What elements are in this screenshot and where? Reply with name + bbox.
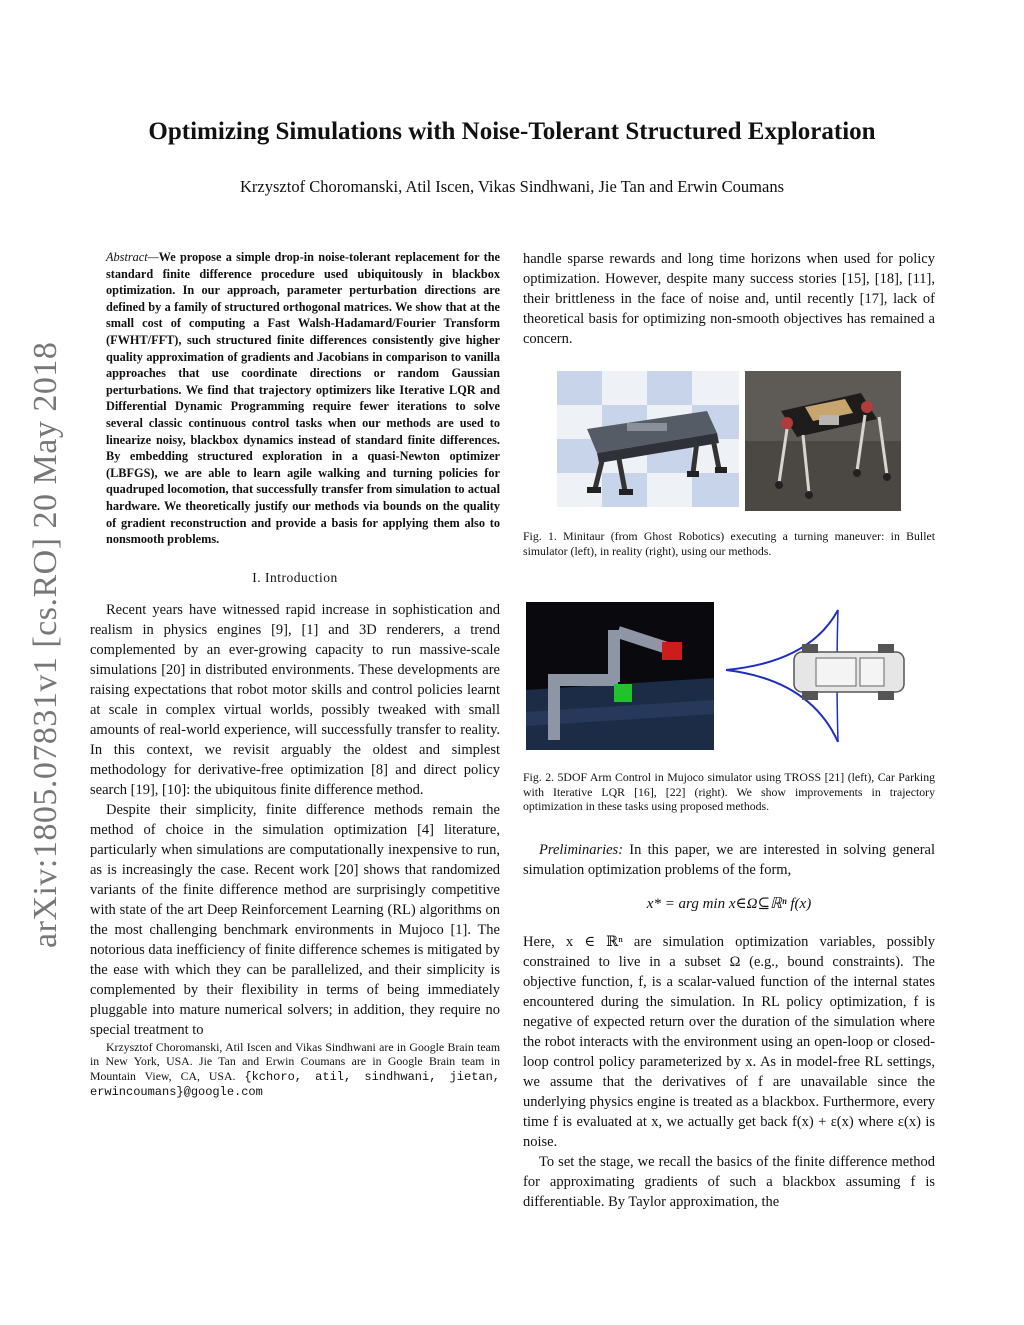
figure-2 <box>523 602 935 814</box>
figure-1-caption: Fig. 1. Minitaur (from Ghost Robotics) executing a turning maneuver: in Bullet simulator (left), in reality (right), using our methods. <box>523 529 935 558</box>
optimization-equation: x* = arg min x∈Ω⊆ℝⁿ f(x) <box>646 895 812 912</box>
arxiv-identifier: arXiv:1805.07831v1 [cs.RO] 20 May 2018 <box>27 341 64 949</box>
intro-paragraph-2: Despite their simplicity, finite difference methods remain the method of choice in the simulation optimization [4] literature, particularly when simulations are computationally inexpensive to run, as is increasingly the case. Recent work [20] shows that randomized variants of the finite difference method are surprisingly competitive with state of the art Deep Reinforcement Learning (RL) algorithms on the most challenging benchmark environments in Mujoco [1]. The notorious data inefficiency of finite difference schemes is mitigated by the ease with which they can be parallelized, and their simplicity is complemented by their flexibility in terms of being immediately pluggable into mature numerical solvers; in addition, they require no special treatment to <box>90 801 500 1038</box>
figure-2-caption: Fig. 2. 5DOF Arm Control in Mujoco simulator using TROSS [21] (left), Car Parking with Iterative LQR [16], [22] (right). We show improvements in trajectory optimization in these tasks using proposed methods. <box>523 770 935 814</box>
author-list: Krzysztof Choromanski, Atil Iscen, Vikas Sindhwani, Jie Tan and Erwin Coumans <box>240 177 784 196</box>
preliminaries-paragraph-3: To set the stage, we recall the basics of the finite difference method for approximating gradients of such a blackbox assuming f is differentiable. By Taylor approximation, the <box>523 1153 935 1210</box>
arm-control-simulation-image <box>526 602 714 750</box>
preliminaries-text: In this paper, we are interested in solving general simulation optimization problems of the form, <box>523 841 935 878</box>
intro-paragraph-1: Recent years have witnessed rapid increase in sophistication and realism in physics engines [9], [1] and 3D renderers, a trend complemented by an ever-growing capacity to run massive-scale simulations [20] in distributed environments. These developments are raising expectations that robot motor skills and control policies learnt at scale in complex virtual worlds, possibly tweaked with small amounts of real-world experience, will successfully transfer to reality. In this context, we revisit arguably the oldest and simplest methodology for derivative-free optimization [8] and direct policy search [19], [10]: the ubiquitous finite difference method. <box>90 601 500 798</box>
minitaur-hardware-photo <box>745 371 901 511</box>
abstract-label: Abstract— <box>106 250 159 264</box>
preliminaries-paragraph-2: Here, x ∈ ℝⁿ are simulation optimization variables, possibly constrained to live in a subset Ω (e.g., bound constraints). The objective function, f, is a scalar-valued function of the internal states encountered during the simulation. In RL policy optimization, f is negative of expected return over the duration of the simulation where the robot interacts with the environment using an open-loop or closed-loop control policy parameterized by x. As in model-free RL settings, we assume that the derivatives of f are unavailable since the underlying physics engine is treated as a blackbox. Furthermore, every time f is evaluated at x, we actually get back f(x) + ε(x) where ε(x) is noise. <box>523 933 935 1150</box>
figure-1 <box>523 371 935 558</box>
footnote-emails: {kchoro, atil, sindhwani, jietan, erwincoumans}@google.com <box>90 1069 501 1099</box>
preliminaries-section <box>523 840 935 1212</box>
author-footnote <box>90 1040 500 1100</box>
paper-title: Optimizing Simulations with Noise-Tolerant Structured Exploration <box>148 118 876 145</box>
right-column <box>523 249 935 1212</box>
abstract-text: We propose a simple drop-in noise-tolerant replacement for the standard finite difference procedure used ubiquitously in blackbox optimization. In our approach, parameter perturbation directions are defined by a family of structured orthogonal matrices. We show that at the small cost of computing a Fast Walsh-Hadamard/Fourier Transform (FWHT/FFT), such structured finite differences consistently give higher quality approximation of gradients and Jacobians in comparison to vanilla approaches that use coordinate directions or random Gaussian perturbations. We find that trajectory optimizers like Iterative LQR and Differential Dynamic Programming require fewer iterations to solve several classic continuous control tasks when our methods are used to linearize noisy, blackbox dynamics instead of standard finite differences. By embedding structured exploration in a quasi-Newton optimizer (LBFGS), we are able to learn agile walking and turning policies for quadruped locomotion, that successfully transfer from simulation to actual hardware. We theoretically justify our methods via bounds on the quality of gradient reconstruction and provide a basis for applying them also to nonsmooth problems. <box>106 250 500 547</box>
section-heading-introduction: I. Introduction <box>252 569 338 585</box>
abstract <box>90 249 500 548</box>
left-column <box>90 249 500 1099</box>
footnote-text: Krzysztof Choromanski, Atil Iscen and Vikas Sindhwani are in Google Brain team in New York, USA. Jie Tan and Erwin Coumans are in Google Brain team in Mountain View, CA, USA. <box>90 1039 500 1083</box>
minitaur-simulation-image <box>557 371 739 507</box>
intro-continuation: handle sparse rewards and long time horizons when used for policy optimization. However, despite many success stories [15], [18], [11], their brittleness in the face of noise and, until recently [17], lack of theoretical basis for optimizing non-smooth objectives has remained a concern. <box>523 251 935 347</box>
car-parking-trajectory-diagram <box>720 602 932 750</box>
preliminaries-intro <box>523 840 935 880</box>
preliminaries-label: Preliminaries: <box>539 841 624 858</box>
